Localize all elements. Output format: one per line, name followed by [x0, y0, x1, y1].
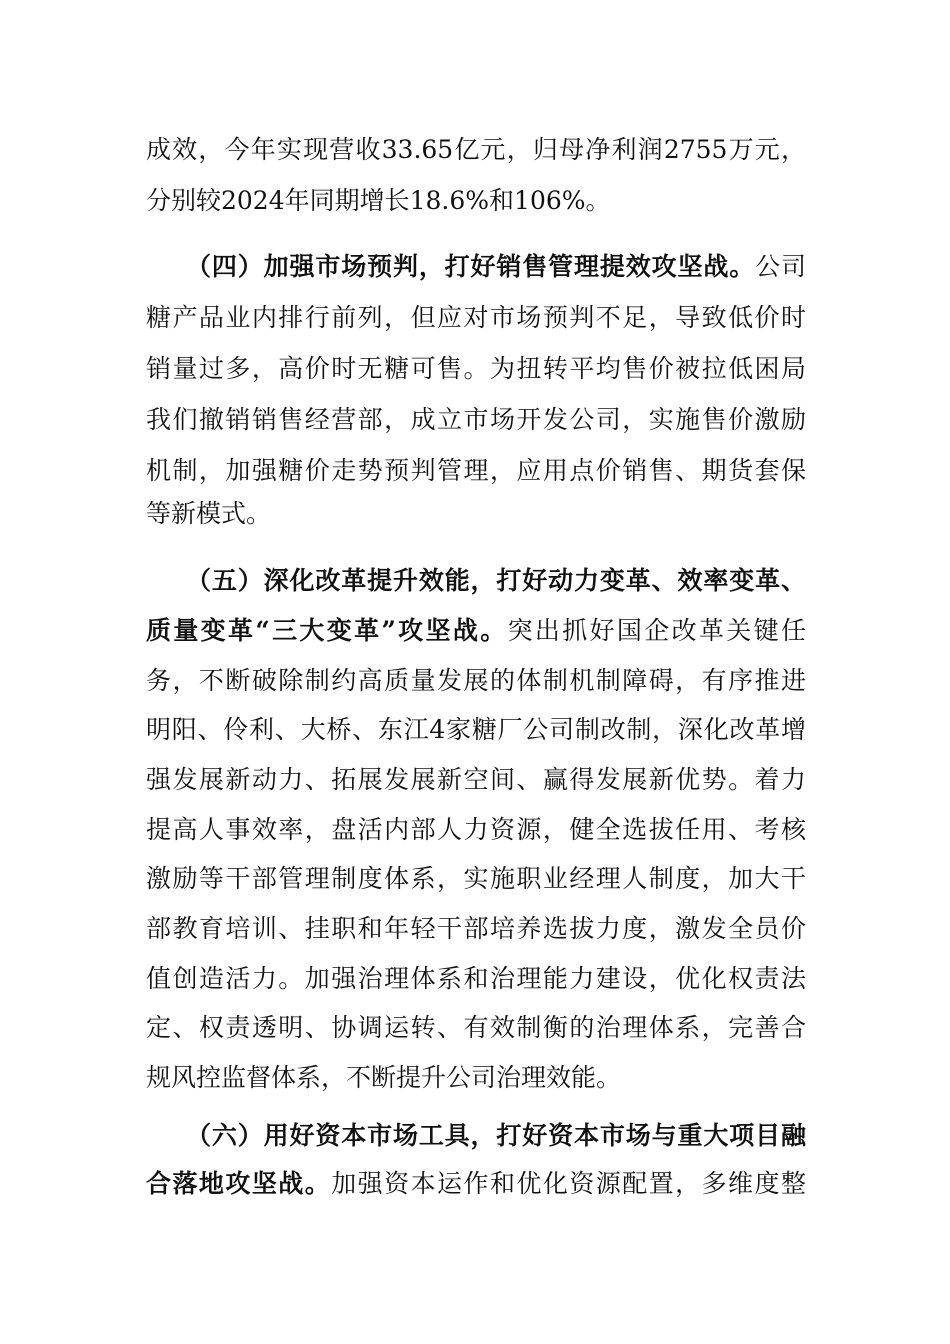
paragraph-3-line-3	[146, 663, 806, 699]
paragraph-3-line-9	[146, 961, 806, 997]
paragraph-2-line-4	[146, 402, 806, 438]
paragraph-3-line-8	[146, 911, 806, 947]
paragraph-2-line-2	[146, 300, 806, 336]
paragraph-4-line-1	[186, 1118, 806, 1154]
text-run: 成效，今年实现营收33.65亿元，归母净利润2755万元，	[146, 135, 806, 164]
paragraph-2-line-1	[186, 249, 806, 285]
paragraph-3-line-6	[146, 812, 806, 848]
paragraph-2-line-5	[146, 453, 806, 489]
paragraph-3-line-4	[146, 712, 806, 748]
section-heading: （五）深化改革提升效能，打好动力变革、效率变革、	[186, 566, 806, 595]
paragraph-1-line-1	[146, 132, 806, 168]
text-run: 机制，加强糖价走势预判管理，应用点价销售、期货套保	[146, 456, 806, 485]
paragraph-3-line-5	[146, 762, 806, 798]
text-run: 部教育培训、挂职和年轻干部培养选拔力度，激发全员价	[146, 914, 806, 943]
paragraph-3-line-7	[146, 861, 806, 897]
paragraph-3-line-10	[146, 1010, 806, 1046]
text-run: 等新模式。	[146, 499, 272, 528]
paragraph-2-line-6	[146, 496, 806, 532]
text-run: 公司	[755, 252, 806, 281]
text-run: 销量过多，高价时无糖可售。为扭转平均售价被拉低困局	[146, 354, 806, 383]
text-run: 分别较2024年同期增长18.6%和106%。	[146, 186, 611, 215]
text-run: 值创造活力。加强治理体系和治理能力建设，优化权责法	[146, 964, 806, 993]
text-run: 务，不断破除制约高质量发展的体制机制障碍，有序推进	[146, 666, 806, 695]
section-heading: （六）用好资本市场工具，打好资本市场与重大项目融	[186, 1121, 806, 1150]
paragraph-3-line-11	[146, 1060, 806, 1096]
paragraph-2-line-3	[146, 351, 806, 387]
text-run: 我们撤销销售经营部，成立市场开发公司，实施售价激励	[146, 405, 806, 434]
text-run: 强发展新动力、拓展发展新空间、赢得发展新优势。着力	[146, 765, 806, 794]
text-run: 定、权责透明、协调运转、有效制衡的治理体系，完善合	[146, 1013, 806, 1042]
section-heading: 合落地攻坚战。	[146, 1169, 332, 1198]
section-heading: 质量变革“三大变革”攻坚战。	[146, 616, 508, 645]
paragraph-3-line-1	[186, 563, 806, 599]
paragraph-3-line-2	[146, 613, 806, 649]
paragraph-1-line-2	[146, 183, 806, 219]
text-run: 突出抓好国企改革关键任	[507, 616, 806, 645]
paragraph-4-line-2	[146, 1166, 806, 1202]
text-run: 加强资本运作和优化资源配置，多维度整	[331, 1169, 806, 1198]
text-run: 明阳、伶利、大桥、东江4家糖厂公司制改制，深化改革增	[146, 715, 806, 744]
text-run: 激励等干部管理制度体系，实施职业经理人制度，加大干	[146, 864, 806, 893]
text-run: 糖产品业内排行前列，但应对市场预判不足，导致低价时	[146, 303, 806, 332]
section-heading: （四）加强市场预判，打好销售管理提效攻坚战。	[186, 252, 756, 281]
text-run: 提高人事效率，盘活内部人力资源，健全选拔任用、考核	[146, 815, 806, 844]
text-run: 规风控监督体系，不断提升公司治理效能。	[146, 1063, 622, 1092]
